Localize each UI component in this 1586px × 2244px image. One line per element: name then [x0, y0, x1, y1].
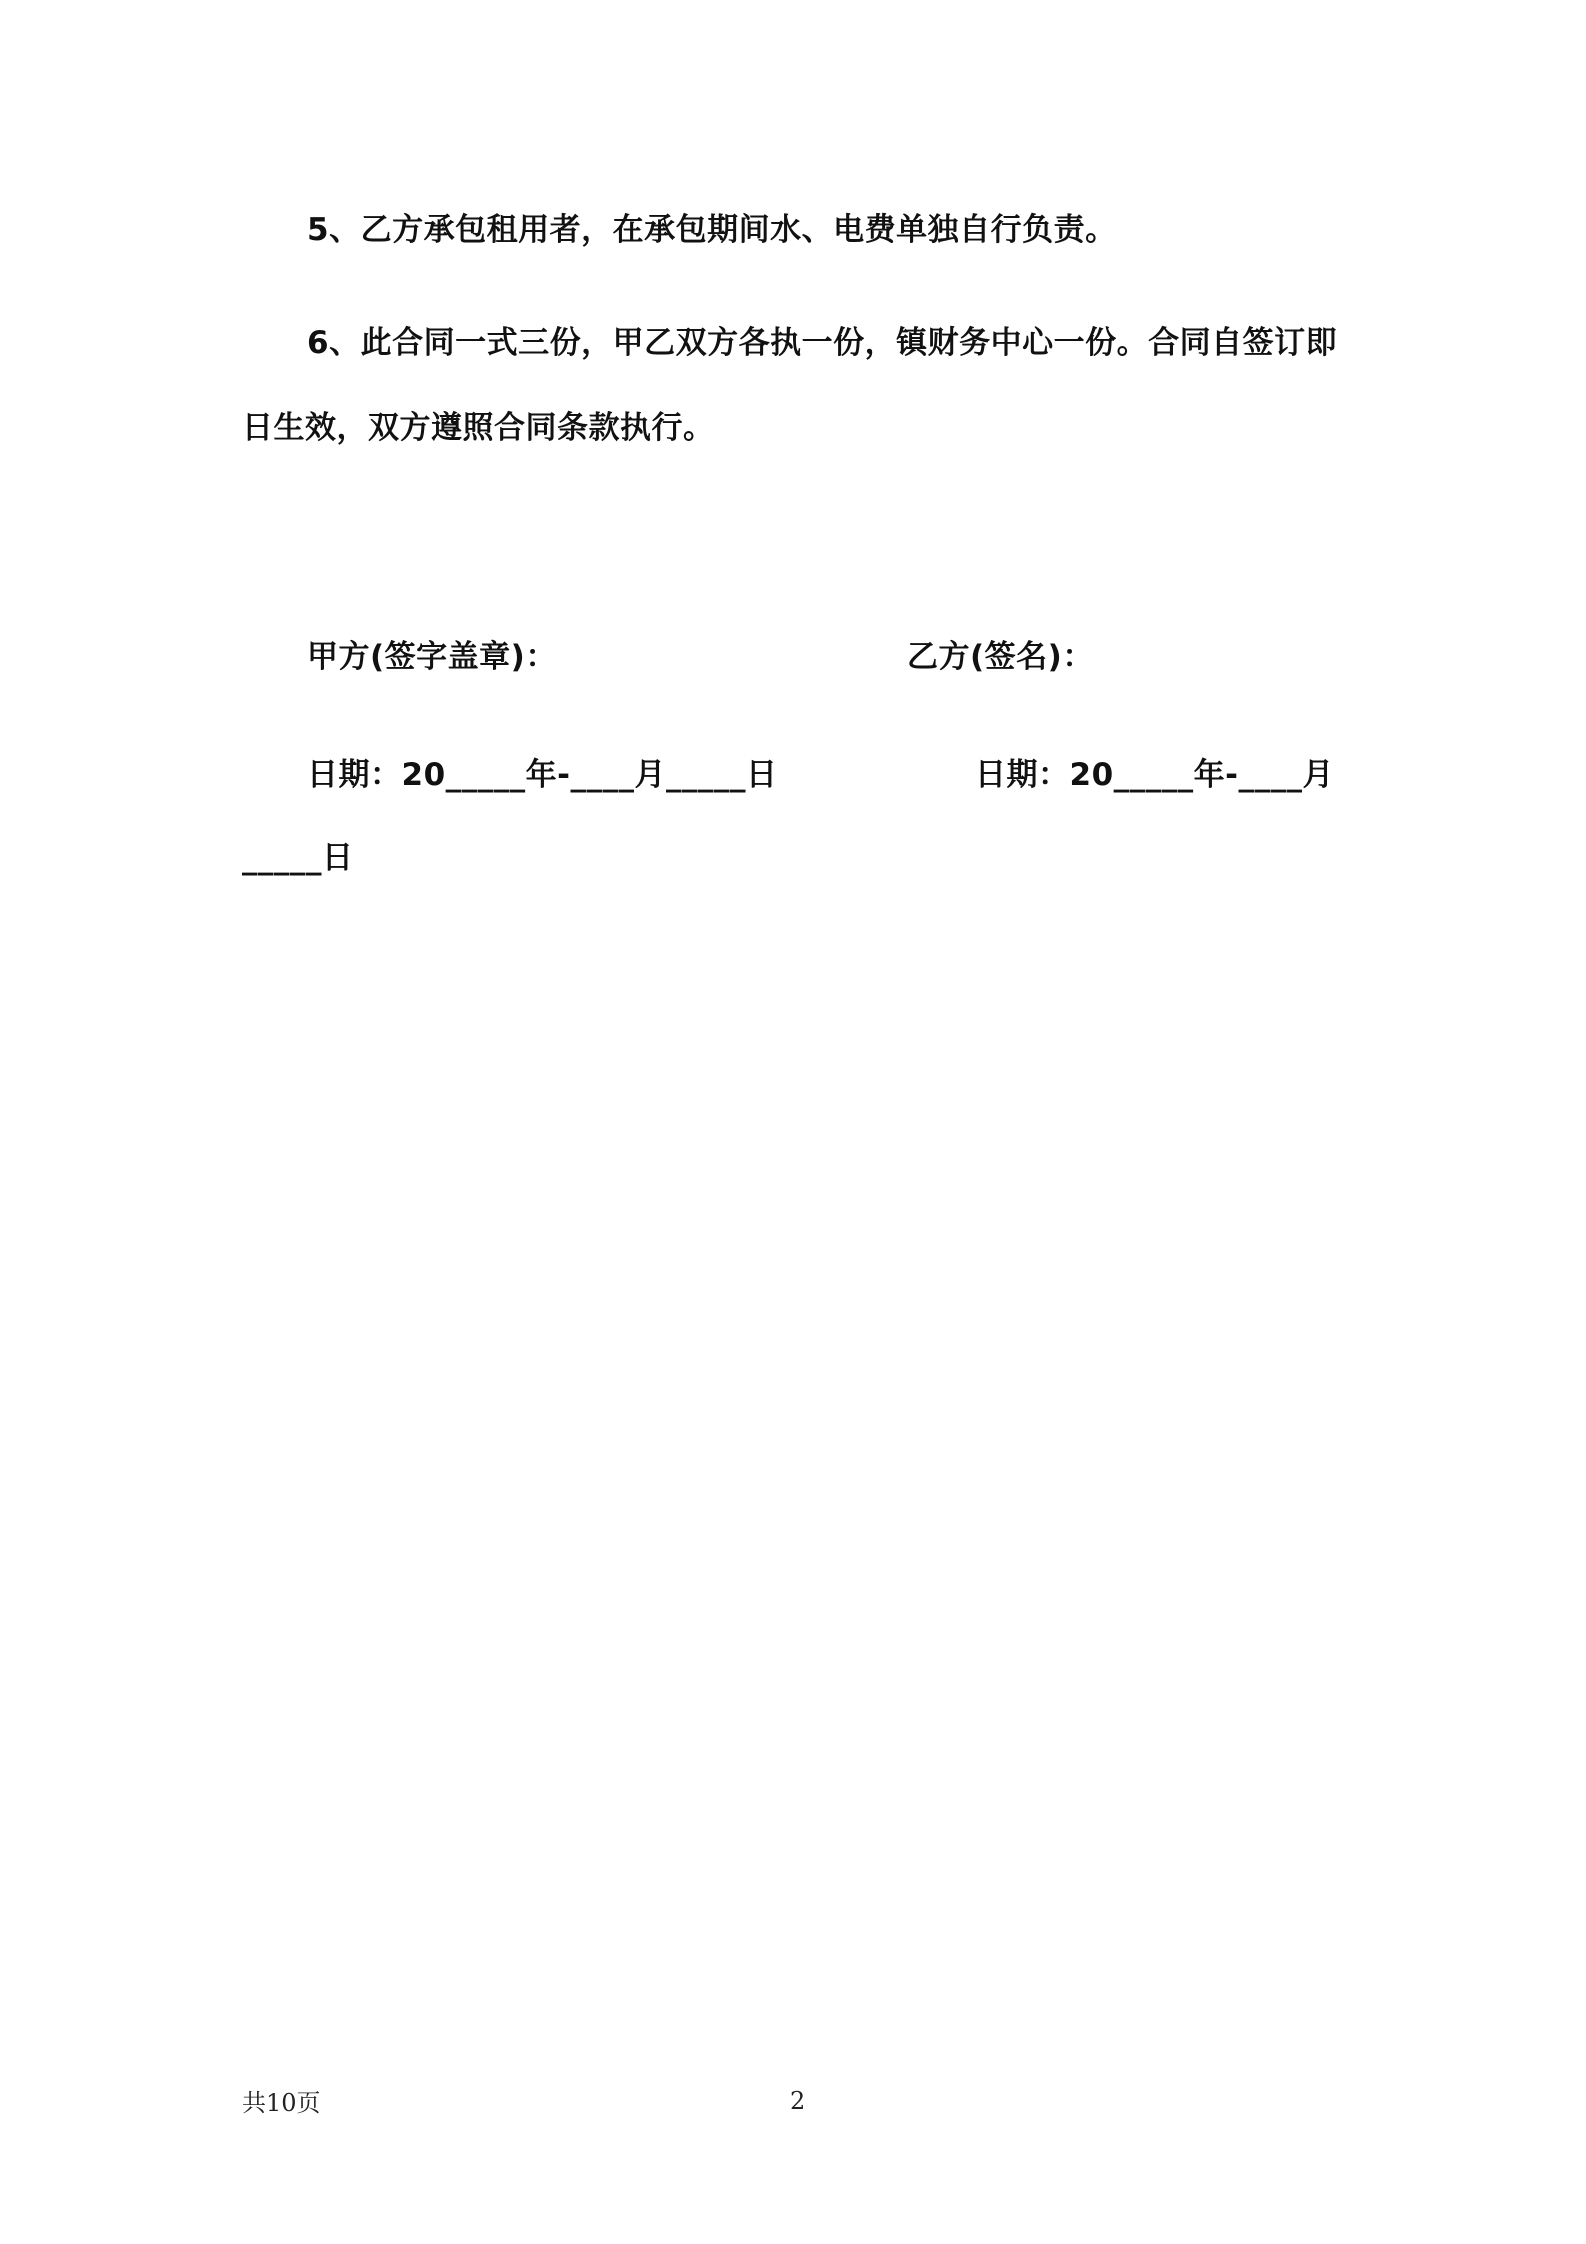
footer-total-pages: 共10页 [242, 2089, 321, 2117]
clause-6-line-2: 日生效，双方遵照合同条款执行。 [242, 410, 715, 446]
footer-page-number: 2 [790, 2087, 806, 2115]
party-a-signature-label: 甲方(签字盖章)： [307, 639, 557, 675]
clause-6-line-1: 6、此合同一式三份，甲乙双方各执一份，镇财务中心一份。合同自签订即 [307, 325, 1338, 361]
clause-5: 5、乙方承包租用者，在承包期间水、电费单独自行负责。 [307, 212, 1117, 248]
party-a-date-line: 日期：20_____年-____月_____日 [307, 757, 778, 793]
party-b-date-line: 日期：20_____年-____月 [975, 757, 1335, 793]
party-b-signature-label: 乙方(签名)： [907, 639, 1094, 675]
party-b-date-line-continued: _____日 [242, 840, 354, 876]
